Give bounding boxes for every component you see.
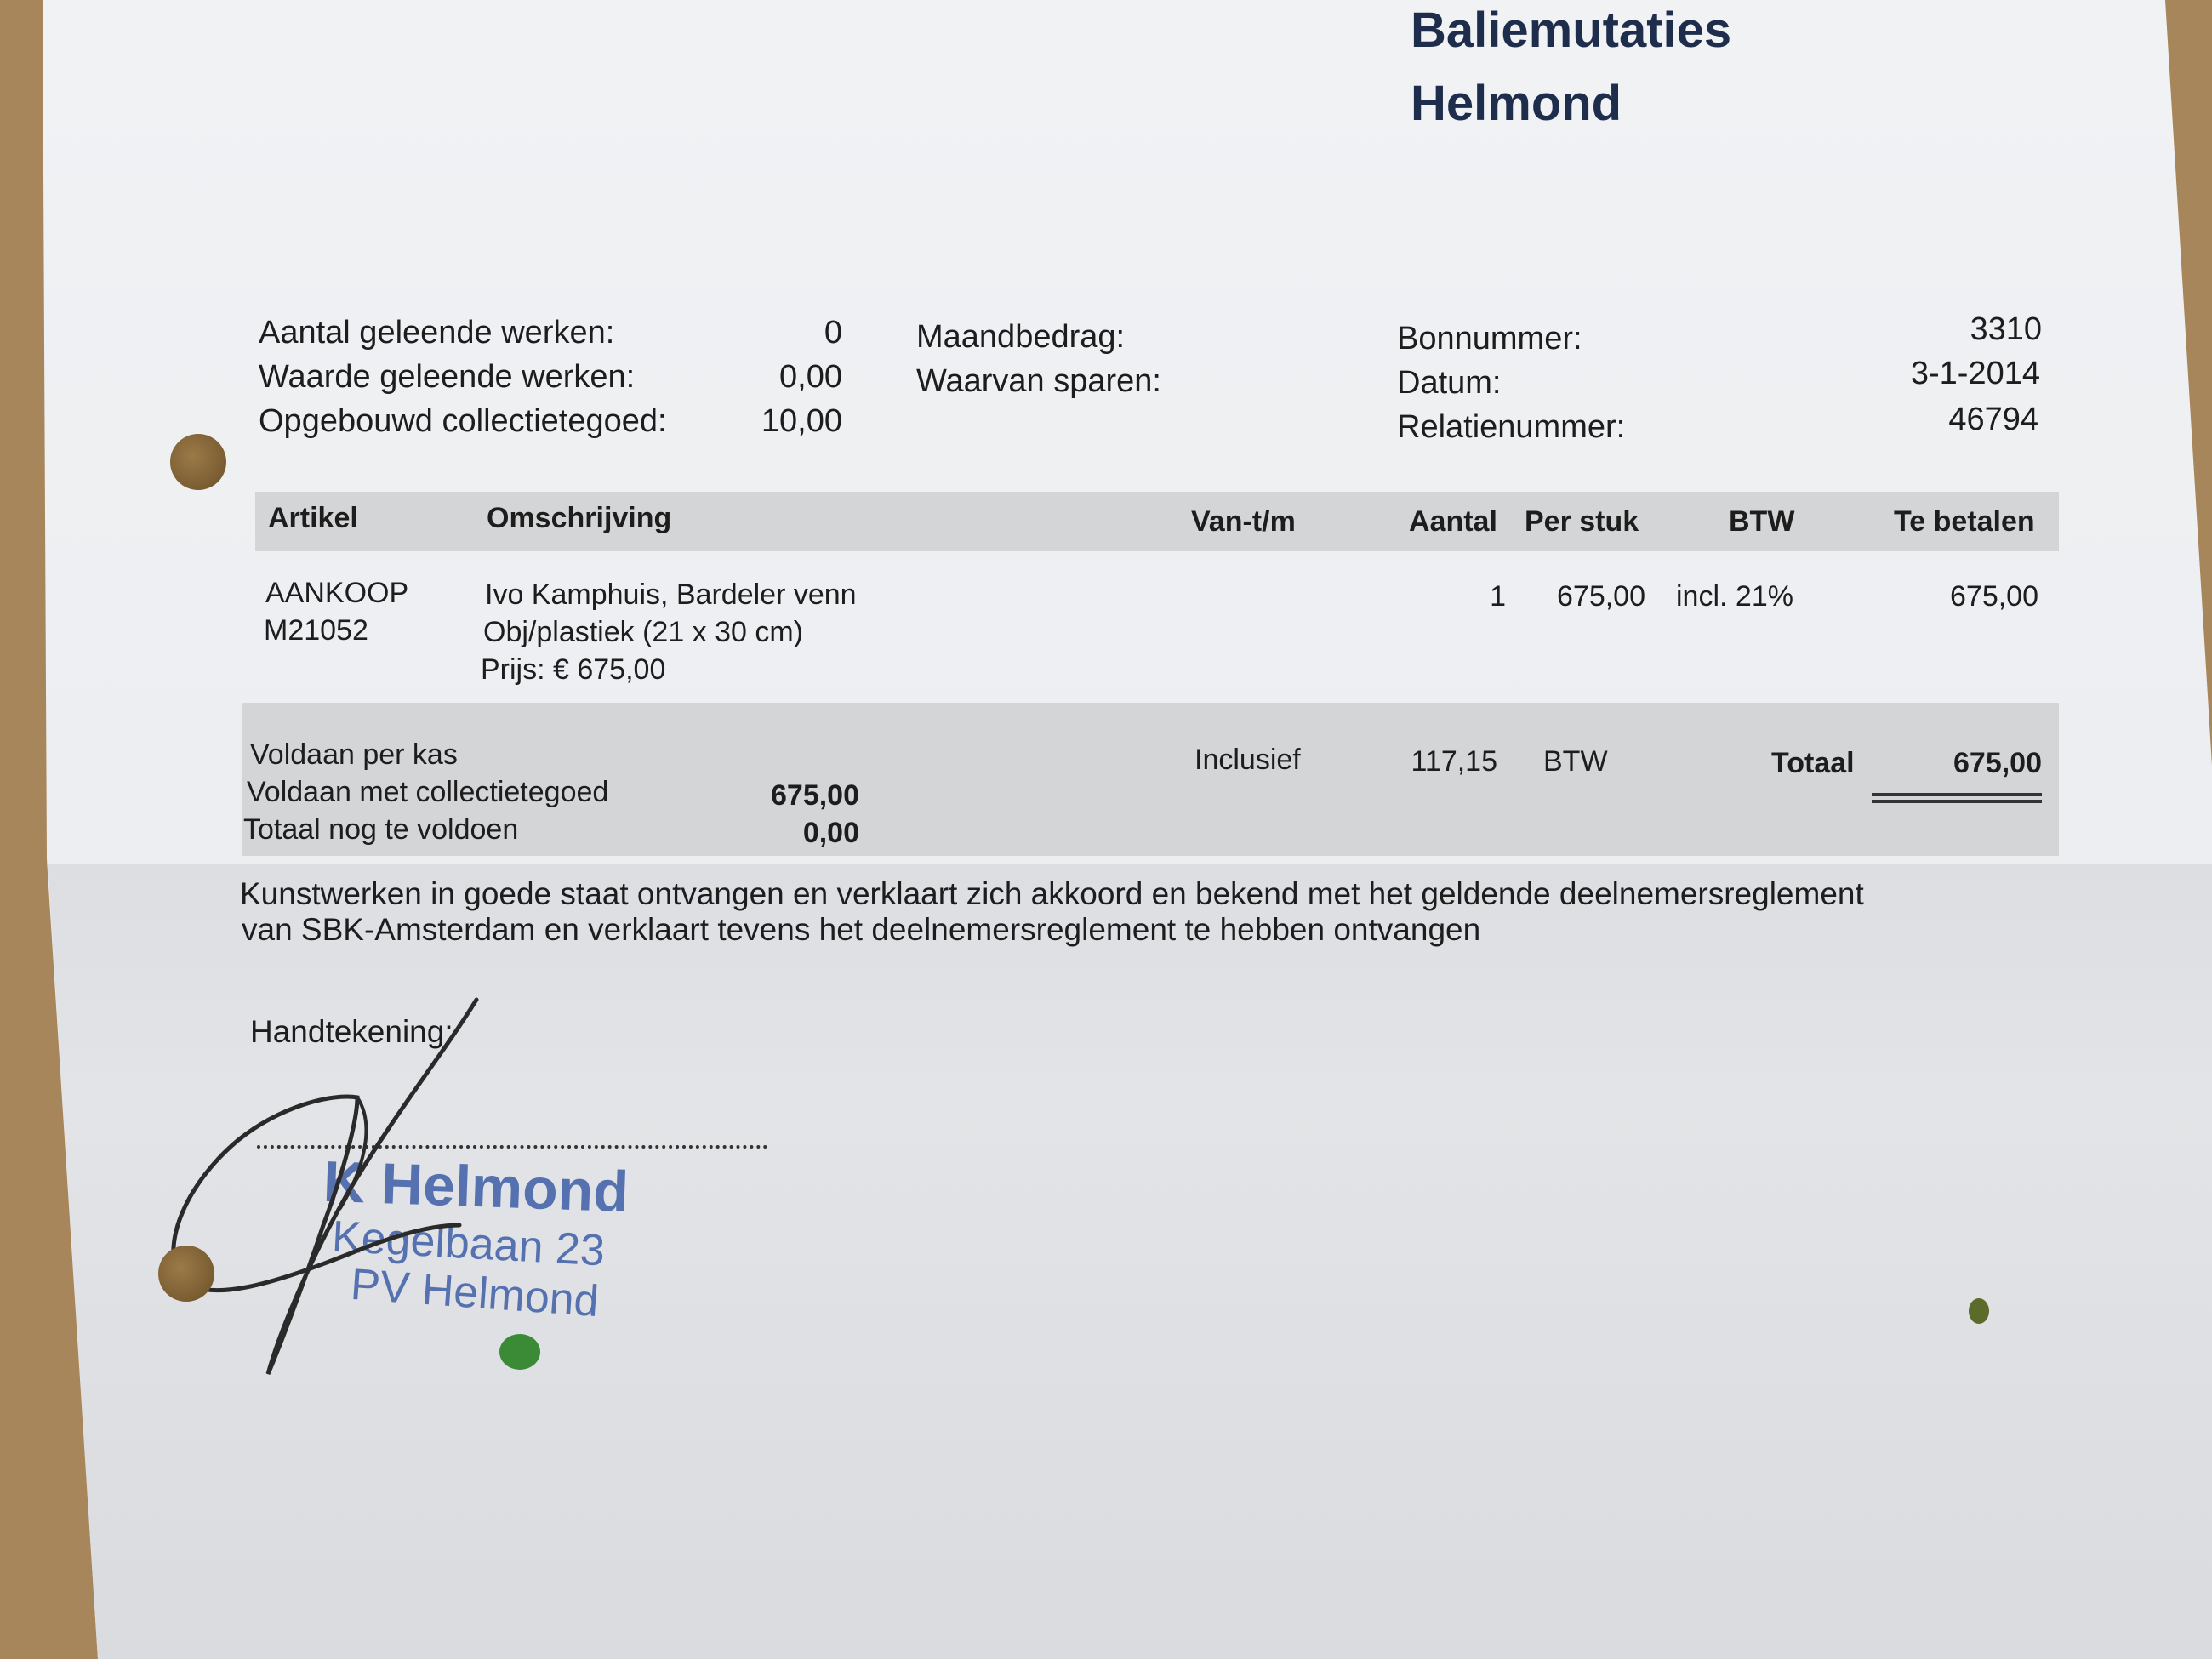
signature-label: Handtekening: bbox=[250, 1014, 453, 1049]
header-title-line1: Baliemutaties bbox=[1411, 3, 1732, 58]
row-omschrijving-line2: Obj/plastiek (21 x 30 cm) bbox=[483, 616, 804, 648]
col-header-artikel: Artikel bbox=[268, 502, 358, 534]
row-omschrijving-line3: Prijs: € 675,00 bbox=[481, 653, 666, 686]
loaned-works-value-label: Waarde geleende werken: bbox=[259, 359, 636, 395]
relation-number-label: Relatienummer: bbox=[1397, 409, 1626, 445]
collection-credit-value: 10,00 bbox=[761, 403, 842, 439]
punch-hole-bottom bbox=[158, 1246, 214, 1302]
punch-hole-top bbox=[170, 434, 226, 490]
row-artikel-line2: M21052 bbox=[264, 614, 368, 647]
inclusive-label: Inclusief bbox=[1194, 744, 1301, 776]
loaned-works-value-value: 0,00 bbox=[779, 359, 842, 395]
remaining-label: Totaal nog te voldoen bbox=[243, 813, 519, 846]
green-spot bbox=[499, 1334, 540, 1370]
col-header-btw: BTW bbox=[1729, 505, 1795, 538]
date-value: 3-1-2014 bbox=[1910, 356, 2040, 391]
dark-spot bbox=[1969, 1298, 1989, 1324]
paid-credit-value: 675,00 bbox=[771, 779, 859, 812]
vat-label: BTW bbox=[1543, 745, 1608, 778]
header-title-line2: Helmond bbox=[1411, 76, 1622, 131]
loaned-works-count-label: Aantal geleende werken: bbox=[259, 315, 615, 351]
row-per-stuk: 675,00 bbox=[1557, 580, 1645, 613]
collection-credit-label: Opgebouwd collectietegoed: bbox=[259, 403, 667, 439]
total-label: Totaal bbox=[1771, 747, 1855, 779]
vat-amount: 117,15 bbox=[1411, 745, 1497, 778]
notice-line2: van SBK-Amsterdam en verklaart tevens het deelnemersreglement te hebben ontvangen bbox=[242, 912, 1481, 947]
total-value: 675,00 bbox=[1953, 747, 2042, 779]
col-header-van-tm: Van-t/m bbox=[1191, 505, 1296, 538]
remaining-value: 0,00 bbox=[802, 817, 859, 849]
notice-line1: Kunstwerken in goede staat ontvangen en verklaart zich akkoord en bekend met het geldende deelnemersreglement bbox=[240, 876, 1864, 911]
paid-cash-label: Voldaan per kas bbox=[250, 738, 458, 771]
savings-portion-label: Waarvan sparen: bbox=[916, 363, 1161, 399]
receipt-number-value: 3310 bbox=[1970, 311, 2042, 347]
col-header-te-betalen: Te betalen bbox=[1894, 505, 2035, 538]
col-header-aantal: Aantal bbox=[1409, 505, 1497, 538]
stamp-line2: Kegelbaan 23 bbox=[330, 1211, 607, 1276]
stamp-line1: K Helmond bbox=[322, 1149, 630, 1225]
row-aantal: 1 bbox=[1490, 580, 1506, 613]
col-header-omschrijving: Omschrijving bbox=[487, 502, 672, 534]
receipt-number-label: Bonnummer: bbox=[1397, 321, 1582, 356]
paid-credit-label: Voldaan met collectietegoed bbox=[247, 776, 609, 808]
row-te-betalen: 675,00 bbox=[1950, 580, 2038, 613]
stamp-line3: PV Helmond bbox=[349, 1259, 601, 1327]
row-omschrijving-line1: Ivo Kamphuis, Bardeler venn bbox=[485, 579, 857, 611]
row-artikel-line1: AANKOOP bbox=[265, 577, 409, 609]
date-label: Datum: bbox=[1397, 365, 1502, 401]
loaned-works-count-value: 0 bbox=[824, 315, 842, 351]
row-btw: incl. 21% bbox=[1676, 580, 1793, 613]
col-header-per-stuk: Per stuk bbox=[1525, 505, 1639, 538]
monthly-amount-label: Maandbedrag: bbox=[916, 319, 1126, 355]
relation-number-value: 46794 bbox=[1948, 402, 2038, 437]
